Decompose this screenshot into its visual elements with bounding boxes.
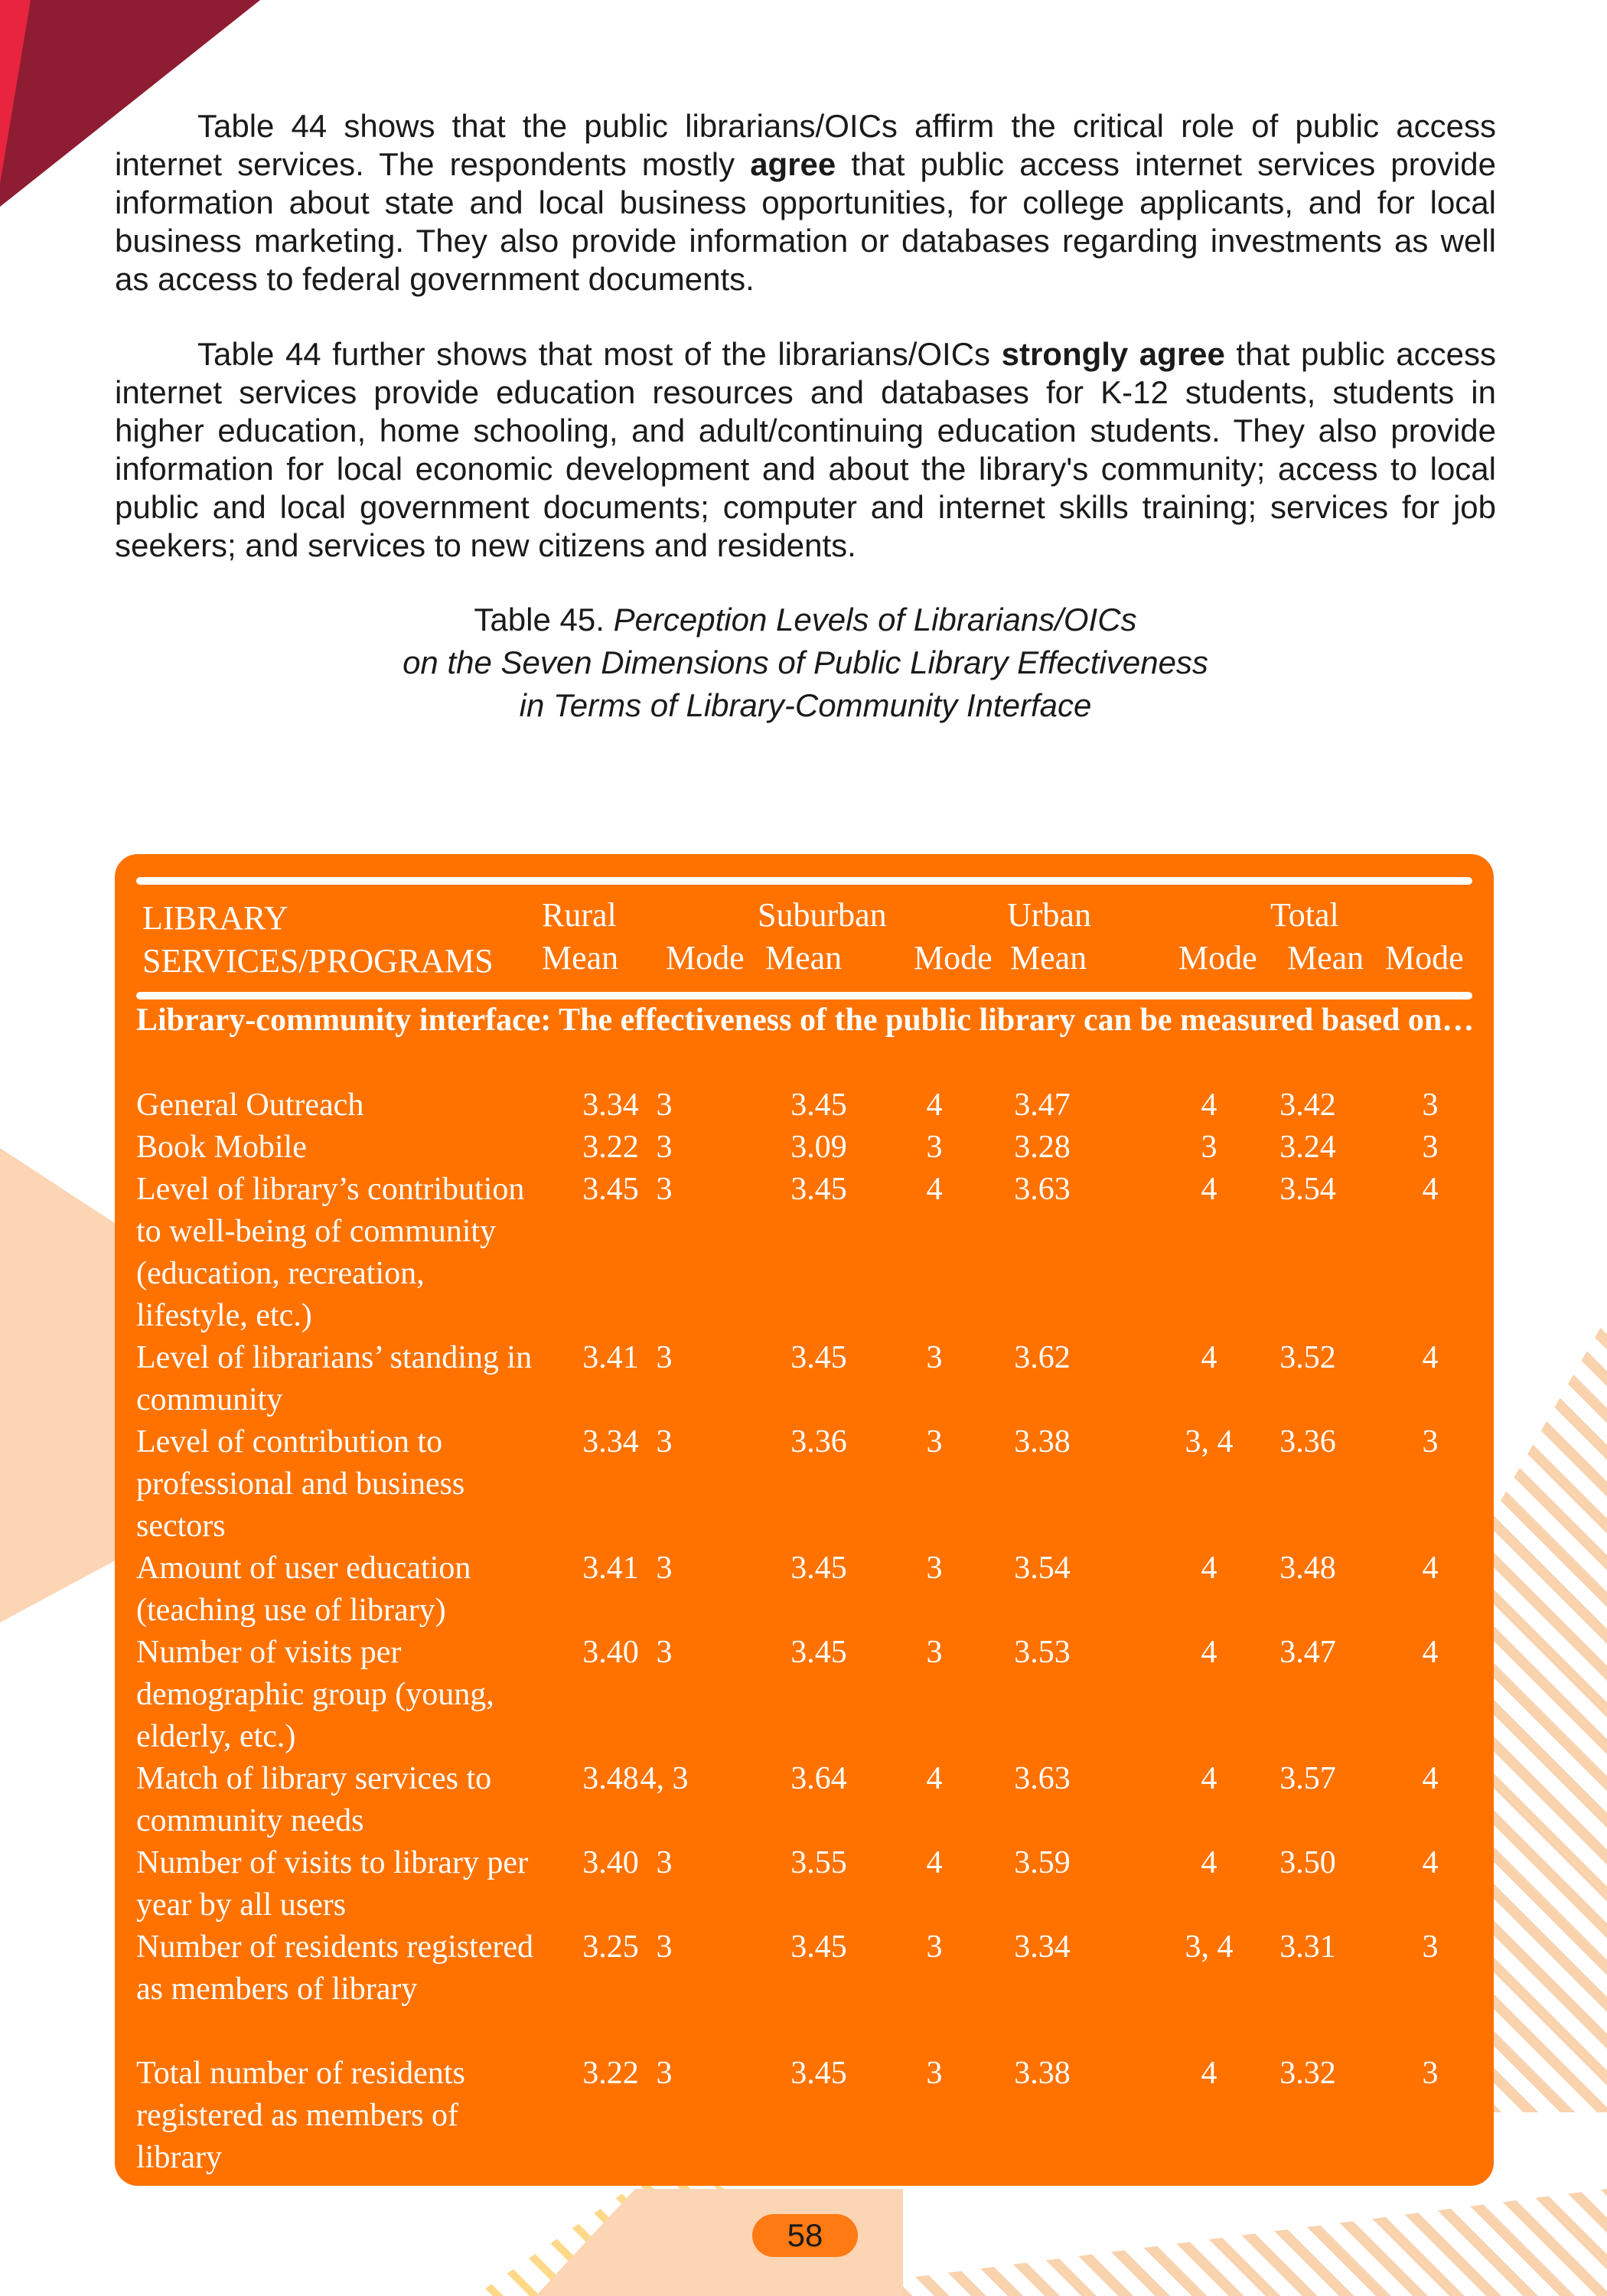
cell-urban-mode: 4: [1201, 1088, 1217, 1123]
cell-rural-mode: 3: [656, 1424, 673, 1459]
cell-rural-mean: 3.22: [582, 2056, 639, 2091]
cell-urban-mean: 3.38: [1014, 1424, 1071, 1459]
cell-total-mean: 3.54: [1279, 1172, 1336, 1207]
cell-total-mean: 3.24: [1279, 1130, 1336, 1165]
cell-suburban-mean: 3.45: [790, 1551, 847, 1586]
cell-suburban-mean: 3.55: [790, 1845, 847, 1880]
row-label: Number of residents registered as members of library: [136, 1929, 533, 2007]
perception-table: [115, 854, 1494, 2186]
cell-urban-mean: 3.34: [1014, 1929, 1071, 1965]
cell-urban-mean: 3.38: [1014, 2056, 1071, 2091]
cell-suburban-mean: 3.45: [790, 2056, 847, 2091]
cell-rural-mode: 3: [656, 2056, 673, 2091]
cell-suburban-mode: 4: [926, 1088, 943, 1123]
cell-rural-mode: 3: [656, 1635, 673, 1670]
cell-rural-mean: 3.40: [582, 1845, 639, 1880]
cell-urban-mean: 3.63: [1014, 1761, 1071, 1796]
row-label: General Outreach: [136, 1088, 364, 1123]
cell-rural-mode: 3: [656, 1929, 673, 1965]
header-label-line2: SERVICES/PROGRAMS: [142, 942, 494, 980]
cell-rural-mean: 3.48: [582, 1761, 639, 1796]
paragraph-2: Table 44 further shows that most of the librarians/OICs strongly agree that public access internet services provide education resources and databases for K-12 students, students in higher education, home schooling, and adult/continuing education students. They also provide information for local economic development and about the library's community; access to local public and local government documents; computer and internet skills training; services for job seekers; and services to new citizens and residents.: [115, 336, 1497, 563]
cell-urban-mean: 3.62: [1014, 1340, 1071, 1375]
header-rural-mode: Mode: [666, 939, 745, 977]
cell-rural-mean: 3.22: [582, 1130, 639, 1165]
cell-total-mean: 3.36: [1279, 1424, 1336, 1459]
cell-rural-mean: 3.34: [582, 1424, 639, 1459]
cell-total-mean: 3.57: [1279, 1761, 1336, 1796]
cell-urban-mode: 4: [1201, 1845, 1217, 1880]
header-suburban-mode: Mode: [914, 939, 993, 977]
table-caption: [115, 598, 1496, 727]
cell-suburban-mean: 3.45: [790, 1635, 847, 1670]
cell-suburban-mean: 3.45: [790, 1340, 847, 1375]
cell-urban-mean: 3.53: [1014, 1635, 1071, 1670]
cell-urban-mode: 4: [1201, 1340, 1217, 1375]
cell-suburban-mean: 3.45: [790, 1929, 847, 1965]
cell-rural-mean: 3.45: [582, 1172, 639, 1207]
cell-rural-mean: 3.34: [582, 1088, 639, 1123]
cell-rural-mode: 3: [656, 1130, 673, 1165]
cell-total-mode: 4: [1422, 1551, 1439, 1586]
cell-rural-mean: 3.41: [582, 1551, 639, 1586]
cell-urban-mean: 3.59: [1014, 1845, 1071, 1880]
cell-suburban-mean: 3.45: [790, 1172, 847, 1207]
cell-suburban-mode: 3: [926, 2056, 943, 2091]
header-rural: Rural: [542, 896, 617, 934]
row-label: Level of library’s contribution to well-being of community (education, recreation, lifestyle, etc.): [136, 1172, 525, 1333]
header-urban: Urban: [1007, 896, 1091, 934]
cell-total-mean: 3.48: [1279, 1551, 1336, 1586]
cell-total-mode: 3: [1422, 1130, 1439, 1165]
header-total: Total: [1270, 896, 1339, 934]
cell-rural-mode: 3: [656, 1340, 673, 1375]
cell-rural-mode: 3: [656, 1845, 673, 1880]
row-label: Level of librarians’ standing in community: [136, 1340, 533, 1417]
cell-rural-mode: 3: [656, 1088, 673, 1123]
table-rule-top: [136, 877, 1472, 885]
cell-urban-mode: 4: [1201, 2056, 1217, 2091]
row-label: Number of visits to library per year by all users: [136, 1845, 529, 1923]
cell-suburban-mode: 4: [926, 1172, 943, 1207]
cell-total-mean: 3.50: [1279, 1845, 1336, 1880]
cell-rural-mode: 3: [656, 1551, 673, 1586]
cell-suburban-mean: 3.36: [790, 1424, 847, 1459]
cell-urban-mean: 3.63: [1014, 1172, 1071, 1207]
cell-rural-mode: 3: [656, 1172, 673, 1207]
cell-total-mean: 3.32: [1279, 2056, 1336, 2091]
cell-rural-mean: 3.41: [582, 1340, 639, 1375]
header-rural-mean: Mean: [542, 939, 619, 977]
caption-label: Table 45.: [474, 602, 605, 638]
cell-total-mode: 3: [1422, 1088, 1439, 1123]
caption-line-1: Perception Levels of Librarians/OICs: [613, 602, 1137, 638]
cell-suburban-mode: 3: [926, 1130, 943, 1165]
row-label: Level of contribution to professional and business sectors: [136, 1424, 465, 1544]
cell-suburban-mode: 3: [926, 1424, 943, 1459]
cell-total-mode: 4: [1422, 1761, 1439, 1796]
header-label-line1: LIBRARY: [142, 899, 288, 937]
cell-suburban-mean: 3.45: [790, 1088, 847, 1123]
row-label: Total number of residents registered as members of library: [136, 2056, 465, 2175]
caption-line-2: on the Seven Dimensions of Public Library Effectiveness: [403, 644, 1208, 680]
header-suburban-mean: Mean: [765, 939, 843, 977]
paragraph-1: Table 44 shows that the public librarians/OICs affirm the critical role of public access internet services. The respondents mostly agree that public access internet services provide information about state and local business opportunities, for college applicants, and for local business marketing. They also provide information or databases regarding investments as well as access to federal government documents.: [115, 108, 1496, 297]
cell-total-mode: 4: [1422, 1845, 1439, 1880]
header-urban-mode: Mode: [1178, 939, 1257, 977]
cell-urban-mode: 3, 4: [1185, 1424, 1234, 1459]
cell-urban-mode: 4: [1201, 1172, 1217, 1207]
cell-suburban-mean: 3.64: [790, 1761, 847, 1796]
cell-suburban-mode: 3: [926, 1340, 943, 1375]
cell-suburban-mode: 3: [926, 1929, 943, 1965]
cell-suburban-mode: 3: [926, 1551, 943, 1586]
cell-total-mode: 3: [1422, 1929, 1439, 1965]
cell-total-mode: 3: [1422, 1424, 1439, 1459]
cell-total-mode: 4: [1422, 1172, 1439, 1207]
cell-total-mode: 3: [1422, 2056, 1439, 2091]
cell-urban-mean: 3.47: [1014, 1088, 1071, 1123]
section-title: Library-community interface: The effectiveness of the public library can be measured based on…: [136, 1003, 1475, 1038]
table-rule-header: [136, 992, 1472, 1000]
cell-total-mean: 3.31: [1279, 1929, 1336, 1965]
header-suburban: Suburban: [758, 896, 887, 934]
cell-rural-mean: 3.40: [582, 1635, 639, 1670]
row-label: Amount of user education (teaching use of library): [136, 1551, 471, 1628]
row-label: Number of visits per demographic group (young, elderly, etc.): [136, 1635, 494, 1754]
cell-urban-mode: 4: [1201, 1551, 1217, 1586]
page-number: 58: [752, 2214, 858, 2257]
cell-total-mode: 4: [1422, 1635, 1439, 1670]
cell-rural-mean: 3.25: [582, 1929, 639, 1965]
cell-suburban-mode: 4: [926, 1845, 943, 1880]
caption-line-3: in Terms of Library-Community Interface: [519, 687, 1092, 723]
cell-urban-mode: 3, 4: [1185, 1929, 1234, 1965]
cell-urban-mode: 3: [1201, 1130, 1217, 1165]
header-total-mode: Mode: [1385, 939, 1464, 977]
cell-urban-mean: 3.28: [1014, 1130, 1071, 1165]
row-label: Book Mobile: [136, 1130, 307, 1165]
cell-suburban-mode: 3: [926, 1635, 943, 1670]
cell-total-mean: 3.42: [1279, 1088, 1336, 1123]
cell-total-mean: 3.47: [1279, 1635, 1336, 1670]
body-text: [115, 107, 1496, 727]
cell-total-mode: 4: [1422, 1340, 1439, 1375]
header-urban-mean: Mean: [1010, 939, 1087, 977]
cell-total-mean: 3.52: [1279, 1340, 1336, 1375]
cell-suburban-mode: 4: [926, 1761, 943, 1796]
cell-urban-mode: 4: [1201, 1635, 1217, 1670]
cell-rural-mode: 4, 3: [640, 1761, 689, 1796]
cell-urban-mode: 4: [1201, 1761, 1217, 1796]
cell-urban-mean: 3.54: [1014, 1551, 1071, 1586]
row-label: Match of library services to community needs: [136, 1761, 492, 1838]
header-total-mean: Mean: [1287, 939, 1364, 977]
cell-suburban-mean: 3.09: [790, 1130, 847, 1165]
